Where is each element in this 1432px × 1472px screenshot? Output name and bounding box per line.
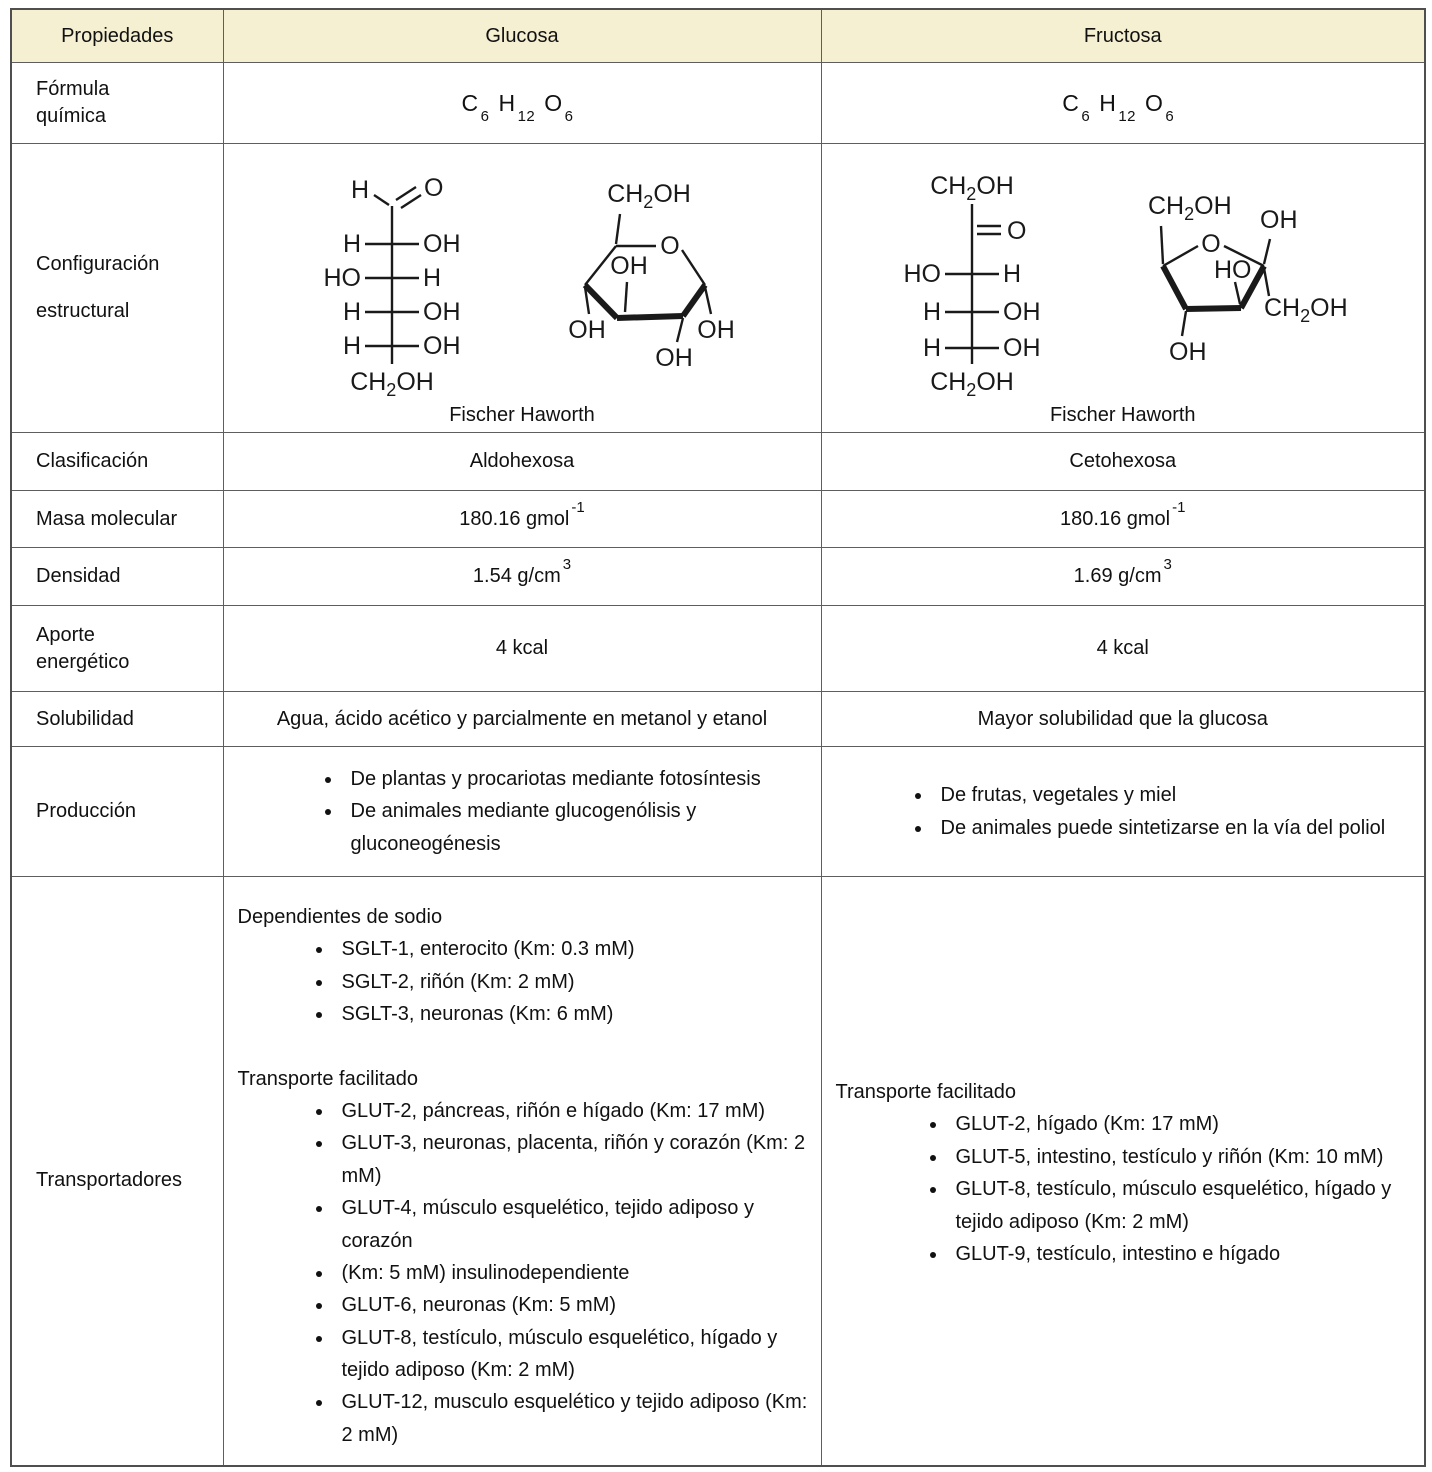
density-value: 1.54 g/cm: [472, 565, 561, 587]
molar-mass-exponent: -1: [571, 498, 585, 516]
transporters-fructose-cell: [821, 877, 1425, 1467]
header-properties: Propiedades: [11, 9, 223, 63]
formula-c: C: [461, 89, 479, 116]
energy-label-line1: Aporte: [36, 623, 95, 646]
energy-label-line2: energético: [36, 650, 130, 673]
atom-label: OH: [1002, 298, 1041, 326]
list-item: • De frutas, vegetales y miel: [933, 779, 1414, 811]
atom-label: O: [1006, 217, 1027, 245]
formula-h-sub: 12: [1118, 107, 1137, 125]
atom-label-ch2oh: $CH_2OH$: [929, 368, 1014, 398]
density-label: Densidad: [11, 548, 223, 606]
atom-label: OH: [422, 298, 460, 326]
fructose-structure-figures: [823, 166, 1424, 398]
row-molar-mass: [11, 491, 1425, 548]
formula-h-sub: 12: [517, 107, 536, 125]
row-solubility: [11, 692, 1425, 747]
atom-label: O: [423, 174, 443, 202]
header-row: [11, 9, 1425, 63]
list-item: • SGLT-2, riñón (Km: 2 mM): [334, 966, 811, 998]
molar-mass-glucose: [223, 491, 821, 548]
formula-c-sub: 6: [1081, 107, 1091, 125]
classification-fructose: Cetohexosa: [821, 433, 1425, 491]
density-value: 1.69 g/cm: [1073, 565, 1162, 587]
list-item: • De animales puede sintetizarse en la vía del poliol: [933, 812, 1414, 844]
formula-o: O: [1145, 89, 1164, 116]
transporters-label: Transportadores: [11, 877, 223, 1467]
list-item: • GLUT-2, páncreas, riñón e hígado (Km: 17 mM): [334, 1095, 811, 1127]
structure-label: [11, 144, 223, 433]
formula-label: [11, 63, 223, 144]
list-item: • GLUT-9, testículo, intestino e hígado: [948, 1238, 1413, 1270]
row-structure: [11, 144, 1425, 433]
header-fructose: Fructosa: [821, 9, 1425, 63]
density-glucose: [223, 548, 821, 606]
atom-label: H: [922, 298, 941, 326]
molar-mass-label: Masa molecular: [11, 491, 223, 548]
sglt-list: [238, 933, 813, 1030]
atom-label-ch2oh: $CH_2OH$: [1263, 294, 1348, 326]
glucose-fischer-structure: [277, 166, 507, 398]
molar-mass-fructose: [821, 491, 1425, 548]
formula-fructose-cell: [821, 63, 1425, 144]
structure-label-line1: Configuración: [36, 253, 160, 275]
classification-glucose: Aldohexosa: [223, 433, 821, 491]
atom-label: OH: [567, 316, 606, 344]
glut-list-glucose: [238, 1095, 813, 1451]
solubility-glucose: Agua, ácido acético y parcialmente en metanol y etanol: [223, 692, 821, 747]
list-item: • GLUT-6, neuronas (Km: 5 mM): [334, 1289, 811, 1321]
energy-glucose: 4 kcal: [223, 606, 821, 692]
glucose-chemical-formula: [461, 89, 582, 125]
list-item: • GLUT-12, musculo esquelético y tejido adiposo (Km: 2 mM): [334, 1386, 811, 1451]
density-fructose: [821, 548, 1425, 606]
atom-label: OH: [1168, 338, 1207, 366]
list-item: • GLUT-2, hígado (Km: 17 mM): [948, 1108, 1413, 1140]
density-exponent: 3: [562, 556, 572, 573]
list-item: • GLUT-5, intestino, testículo y riñón (Km: 10 mM): [948, 1141, 1413, 1173]
formula-c-sub: 6: [480, 107, 490, 125]
sodium-dependent-title: Dependientes de sodio: [237, 906, 443, 928]
atom-label: OH: [654, 344, 693, 372]
formula-c: C: [1062, 89, 1080, 116]
list-item: • SGLT-3, neuronas (Km: 6 mM): [334, 998, 811, 1030]
atom-label: H: [1002, 260, 1021, 288]
energy-label: [11, 606, 223, 692]
row-energy: [11, 606, 1425, 692]
atom-label: HO: [903, 260, 941, 288]
list-item: • GLUT-4, músculo esquelético, tejido adiposo y corazón: [334, 1192, 811, 1257]
atom-label: H: [342, 298, 361, 326]
glut-list-fructose: [836, 1108, 1417, 1270]
atom-label-ch2oh: $CH_2OH$: [1147, 192, 1232, 224]
list-item: • De plantas y procariotas mediante fotosíntesis: [343, 763, 804, 795]
classification-label: Clasificación: [11, 433, 223, 491]
list-item: • GLUT-3, neuronas, placenta, riñón y corazón (Km: 2 mM): [334, 1127, 811, 1192]
atom-label: OH: [1259, 206, 1298, 234]
production-label: Producción: [11, 747, 223, 877]
production-glucose-cell: [223, 747, 821, 877]
row-density: [11, 548, 1425, 606]
formula-label-line1: Fórmula: [36, 78, 110, 100]
atom-label: HO: [323, 264, 361, 292]
atom-label: H: [922, 334, 941, 362]
comparison-table: [10, 8, 1426, 1467]
formula-glucose-cell: [223, 63, 821, 144]
row-formula: [11, 63, 1425, 144]
list-item: • GLUT-8, testículo, músculo esquelético, hígado y tejido adiposo (Km: 2 mM): [948, 1173, 1413, 1238]
glucose-structure-figures: [225, 166, 820, 398]
production-fructose-list: [823, 779, 1424, 844]
atom-label: H: [422, 264, 441, 292]
transporters-glucose-cell: [223, 877, 821, 1467]
ring-oxygen-label: O: [659, 232, 680, 260]
atom-label-ch2oh: $CH_2OH$: [349, 368, 434, 398]
list-item: • SGLT-1, enterocito (Km: 0.3 mM): [334, 933, 811, 965]
formula-o: O: [544, 89, 563, 116]
formula-o-sub: 6: [564, 107, 574, 125]
solubility-label: Solubilidad: [11, 692, 223, 747]
production-glucose-list: [225, 763, 820, 860]
atom-label: OH: [1002, 334, 1041, 362]
fructose-fischer-structure: [860, 166, 1090, 398]
formula-h: H: [498, 89, 516, 116]
glucose-structure-cell: [223, 144, 821, 433]
row-classification: [11, 433, 1425, 491]
ring-oxygen-label: O: [1201, 230, 1221, 258]
facilitated-transport-title: Transporte facilitado: [237, 1067, 418, 1090]
atom-label: OH: [609, 252, 648, 280]
list-item: • GLUT-8, testículo, músculo esquelético, hígado y tejido adiposo (Km: 2 mM): [334, 1322, 811, 1387]
glucose-haworth-structure: [553, 166, 768, 381]
solubility-fructose: Mayor solubilidad que la glucosa: [821, 692, 1425, 747]
facilitated-transport-title: Transporte facilitado: [835, 1080, 1016, 1103]
fructose-haworth-structure: [1136, 166, 1386, 371]
fructose-chemical-formula: [1062, 89, 1183, 125]
molar-mass-value: 180.16 gmol: [459, 507, 570, 530]
energy-fructose: 4 kcal: [821, 606, 1425, 692]
atom-label: OH: [422, 332, 460, 360]
atom-label: OH: [696, 316, 735, 344]
production-fructose-cell: [821, 747, 1425, 877]
fructose-structure-cell: [821, 144, 1425, 433]
atom-label: H: [342, 332, 361, 360]
molar-mass-value: 180.16 gmol: [1060, 507, 1171, 530]
atom-label: H: [350, 176, 369, 204]
structure-label-line2: estructural: [36, 300, 130, 322]
atom-label: H: [342, 230, 361, 258]
density-exponent: 3: [1163, 556, 1172, 573]
formula-label-line2: química: [36, 105, 107, 127]
row-production: [11, 747, 1425, 877]
list-item: • De animales mediante glucogenólisis y gluconeogénesis: [343, 795, 804, 860]
list-item: • (Km: 5 mM) insulinodependiente: [334, 1257, 811, 1289]
formula-h: H: [1099, 89, 1117, 116]
atom-label: HO: [1213, 256, 1252, 284]
formula-o-sub: 6: [1165, 107, 1175, 125]
atom-label-ch2oh: $CH_2OH$: [929, 172, 1014, 204]
header-glucose: Glucosa: [223, 9, 821, 63]
row-transporters: [11, 877, 1425, 1467]
glucose-structure-caption: Fischer Haworth: [449, 404, 595, 426]
fructose-structure-caption: Fischer Haworth: [1049, 404, 1196, 426]
atom-label: OH: [422, 230, 460, 258]
atom-label-ch2oh: $CH_2OH$: [606, 180, 691, 212]
molar-mass-exponent: -1: [1172, 498, 1186, 516]
